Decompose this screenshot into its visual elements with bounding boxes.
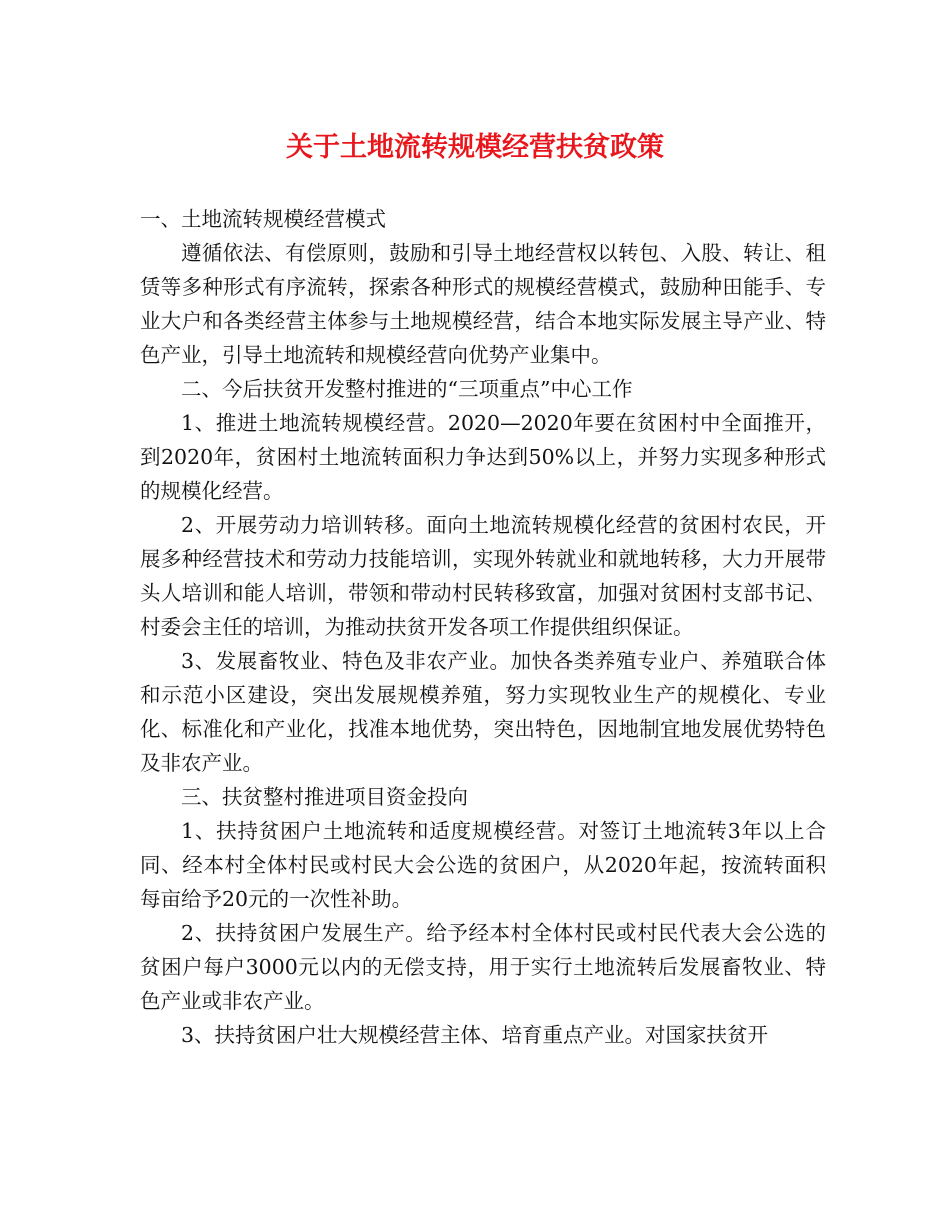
- paragraph: 三、扶贫整村推进项目资金投向: [181, 785, 468, 809]
- paragraph: 遵循依法、有偿原则，鼓励和引导土地经营权以转包、入股、转让、租赁等多种形式有序流转，探索各种形式的规模经营模式，鼓励种田能手、专业大户和各类经营主体参与土地规模经营，结合本地实际发展主导产业、特色产业，引导土地流转和规模经营向优势产业集中。: [140, 241, 826, 367]
- paragraph: 2、扶持贫困户发展生产。给予经本村全体村民或村民代表大会公选的贫困户每户3000元以内的无偿支持，用于实行土地流转后发展畜牧业、特色产业或非农产业。: [140, 921, 826, 1013]
- paragraph: 1、推进土地流转规模经营。2020—2020年要在贫困村中全面推开，到2020年，贫困村土地流转面积力争达到50%以上，并努力实现多种形式的规模化经营。: [140, 411, 826, 503]
- paragraph: 1、扶持贫困户土地流转和适度规模经营。对签订土地流转3年以上合同、经本村全体村民或村民大会公选的贫困户，从2020年起，按流转面积每亩给予20元的一次性补助。: [140, 819, 826, 911]
- paragraph: 二、今后扶贫开发整村推进的“三项重点”中心工作: [181, 377, 633, 401]
- document-title: 关于土地流转规模经营扶贫政策: [286, 132, 664, 163]
- paragraph: 2、开展劳动力培训转移。面向土地流转规模化经营的贫困村农民，开展多种经营技术和劳动力技能培训，实现外转就业和就地转移，大力开展带头人培训和能人培训，带领和带动村民转移致富，加强对贫困村支部书记、村委会主任的培训，为推动扶贫开发各项工作提供组织保证。: [140, 513, 826, 639]
- paragraph: 3、发展畜牧业、特色及非农产业。加快各类养殖专业户、养殖联合体和示范小区建设，突出发展规模养殖，努力实现牧业生产的规模化、专业化、标准化和产业化，找准本地优势，突出特色，因地制宜地发展优势特色及非农产业。: [140, 649, 826, 775]
- document-body: [140, 202, 826, 1052]
- paragraph: 3、扶持贫困户壮大规模经营主体、培育重点产业。对国家扶贫开: [181, 1023, 769, 1047]
- paragraph: 一、土地流转规模经营模式: [140, 207, 386, 231]
